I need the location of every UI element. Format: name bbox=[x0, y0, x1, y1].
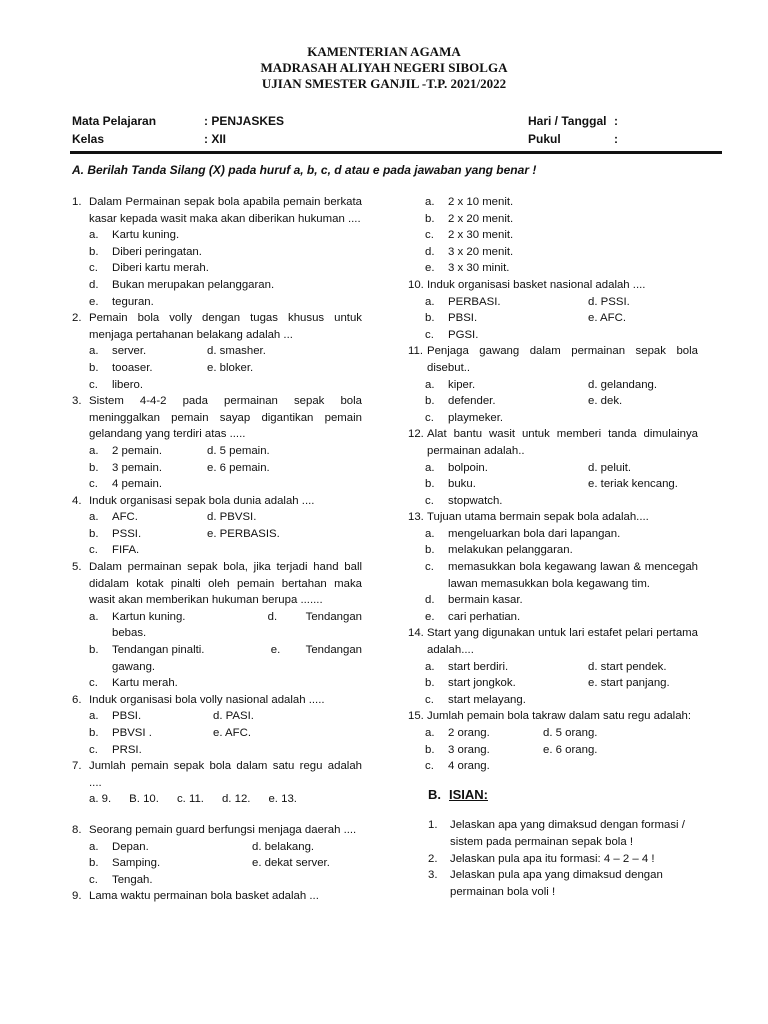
question-text: Alat bantu wasit untuk memberi tanda dimulainya permainan adalah.. bbox=[427, 428, 698, 457]
info-left bbox=[72, 112, 284, 148]
header-ministry: KAMENTERIAN AGAMA bbox=[307, 44, 461, 59]
question-14: 14. Start yang digunakan untuk lari estafet pelari pertama adalah.... a. start berdiri. d. start pendek. b. start jongkok. e. start panjang. c. start melayang. bbox=[408, 627, 698, 706]
question-text: Jumlah pemain bola takraw dalam satu regu adalah: bbox=[427, 710, 692, 723]
question-7: 7. Jumlah pemain sepak bola dalam satu regu adalah .... a. 9. B. 10. c. 11. d. 12. e. 13. bbox=[72, 760, 362, 806]
question-3: 3. Sistem 4-4-2 pada permainan sepak bola meninggalkan pemain sayap digantikan pemain gelandang yang terdiri atas ..... a. 2 pemain. d. 5 pemain. b. 3 pemain. e. 6 pemain. c. 4 pemain. bbox=[72, 395, 362, 491]
right-column bbox=[408, 194, 698, 900]
class-label: Kelas bbox=[72, 132, 105, 146]
essay-list bbox=[408, 817, 698, 900]
class-value: : XII bbox=[204, 132, 227, 146]
question-9: 9. Lama waktu permainan bola basket adalah ... bbox=[72, 888, 362, 905]
header-school: MADRASAH ALIYAH NEGERI SIBOLGA bbox=[260, 60, 508, 75]
question-text: Sistem 4-4-2 pada permainan sepak bola meninggalkan pemain sayap digantikan pemain gelandang yang terdiri atas ..... bbox=[89, 395, 362, 441]
question-12: 12. Alat bantu wasit untuk memberi tanda dimulainya permainan adalah.. a. bolpoin. d. peluit. b. buku. e. teriak kencang. c. stopwatch. bbox=[408, 428, 698, 507]
essay-item: 3. Jelaskan pula apa yang dimaksud dengan permainan bola voli ! bbox=[428, 869, 663, 898]
question-text: Pemain bola volly dengan tugas khusus untuk menjaga pertahanan belakang adalah ... bbox=[89, 312, 362, 341]
subject-value: : PENJASKES bbox=[204, 114, 285, 128]
question-5: 5. Dalam permainan sepak bola, jika terjadi hand ball didalam kotak pinalti oleh pemain bertahan maka wasit akan memberikan hukuman berupa ....... a. Kartun kuning. d. Tendangan bebas. b. Tendangan pinalti. e. Tendangan gawang. c. Kartu merah. bbox=[72, 561, 362, 690]
essay-item: 2. Jelaskan pula apa itu formasi: 4 – 2 – 4 ! bbox=[428, 852, 655, 865]
date-label: Hari / Tanggal bbox=[528, 114, 607, 128]
question-text: Start yang digunakan untuk lari estafet pelari pertama adalah.... bbox=[427, 627, 698, 657]
question-text: Dalam Permainan sepak bola apabila pemain berkata kasar kepada wasit maka akan diberikan hukuman .... bbox=[89, 196, 362, 225]
section-b-heading: B. ISIAN: bbox=[428, 786, 488, 802]
question-text: Induk organisasi basket nasional adalah .... bbox=[427, 278, 646, 291]
question-11: 11. Penjaga gawang dalam permainan sepak bola disebut.. a. kiper. d. gelandang. b. defender. e. dek. c. playmeker. bbox=[408, 345, 698, 424]
time-value: : bbox=[614, 132, 618, 146]
question-1: 1. Dalam Permainan sepak bola apabila pemain berkata kasar kepada wasit maka akan diberikan hukuman .... a. Kartu kuning. b. Diberi peringatan. c. Diberi kartu merah. d. Bukan merupakan pelanggaran. e. teguran. bbox=[72, 196, 362, 308]
left-column bbox=[72, 194, 362, 905]
header-exam: UJIAN SMESTER GANJIL -T.P. 2021/2022 bbox=[261, 76, 507, 91]
question-text: Penjaga gawang dalam permainan sepak bola disebut.. bbox=[427, 345, 698, 374]
question-9-options: a. 2 x 10 menit. b. 2 x 20 menit. c. 2 x 30 menit. d. 3 x 20 menit. e. 3 x 30 minit. bbox=[425, 196, 514, 275]
question-text: Jumlah pemain sepak bola dalam satu regu adalah .... bbox=[89, 760, 362, 789]
essay-item: 1. Jelaskan apa yang dimaksud dengan formasi / sistem pada permainan sepak bola ! bbox=[428, 819, 685, 848]
question-text: Tujuan utama bermain sepak bola adalah.... bbox=[427, 511, 649, 524]
date-value: : bbox=[614, 114, 618, 128]
question-text: Induk organisasi sepak bola dunia adalah .... bbox=[89, 494, 315, 507]
question-6: 6. Induk organisasi bola volly nasional adalah ..... a. PBSI. d. PASI. b. PBVSI . e. AFC. c. PRSI. bbox=[72, 692, 362, 758]
question-10: 10. Induk organisasi basket nasional adalah .... a. PERBASI. d. PSSI. b. PBSI. e. AFC. c. PGSI. bbox=[408, 277, 698, 343]
question-text: Dalam permainan sepak bola, jika terjadi hand ball didalam kotak pinalti oleh pemain bertahan maka wasit akan memberikan hukuman berupa ....... bbox=[89, 561, 362, 607]
time-label: Pukul bbox=[528, 132, 561, 146]
document-header bbox=[0, 44, 768, 92]
question-text: Lama waktu permainan bola basket adalah ... bbox=[89, 890, 319, 903]
question-2: 2. Pemain bola volly dengan tugas khusus untuk menjaga pertahanan belakang adalah ... a. server. d. smasher. b. tooaser. e. bloker. c. libero. bbox=[72, 312, 362, 391]
info-right bbox=[528, 112, 618, 148]
question-15: 15. Jumlah pemain bola takraw dalam satu regu adalah: a. 2 orang. d. 5 orang. b. 3 orang. e. 6 orang. c. 4 orang. bbox=[408, 708, 698, 774]
section-a-instruction: A. Berilah Tanda Silang (X) pada huruf a, b, c, d atau e pada jawaban yang benar ! bbox=[72, 163, 537, 177]
question-text: Induk organisasi bola volly nasional adalah ..... bbox=[89, 693, 325, 706]
header-divider bbox=[70, 151, 722, 154]
subject-label: Mata Pelajaran bbox=[72, 114, 157, 128]
question-4: 4. Induk organisasi sepak bola dunia adalah .... a. AFC. d. PBVSI. b. PSSI. e. PERBASIS. c. FIFA. bbox=[72, 493, 362, 559]
question-text: Seorang pemain guard berfungsi menjaga daerah .... bbox=[89, 823, 357, 836]
question-8: 8. Seorang pemain guard berfungsi menjaga daerah .... a. Depan. d. belakang. b. Samping. e. dekat server. c. Tengah. bbox=[72, 822, 362, 888]
question-13: 13. Tujuan utama bermain sepak bola adalah.... a. mengeluarkan bola dari lapangan. b. melakukan pelanggaran. c. memasukkan bola kegawang lawan & mencegah lawan memasukkan bola kegawang tim. d. bermain kasar. e. cari perhatian. bbox=[408, 511, 698, 623]
